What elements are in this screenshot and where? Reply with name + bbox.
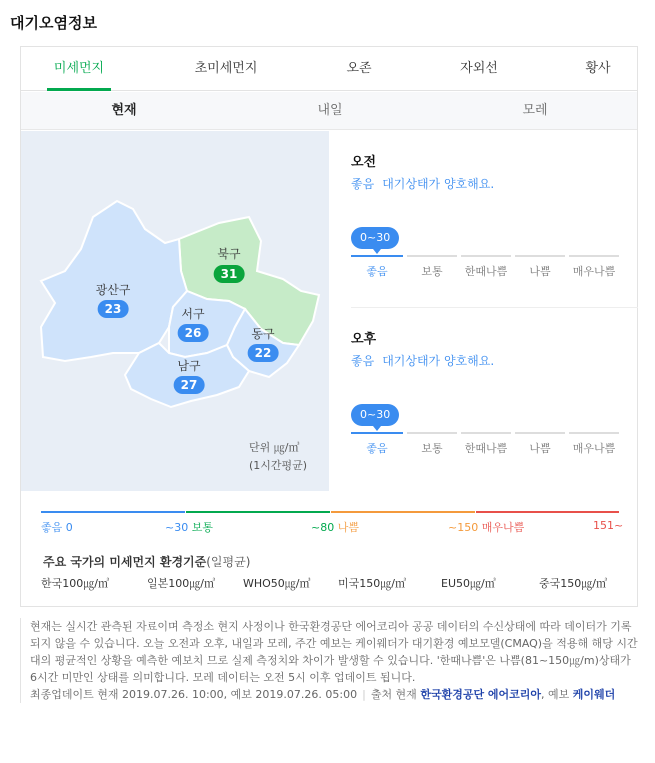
standards-title-text: 주요 국가의 미세먼지 환경기준 xyxy=(43,555,207,569)
legend-very-bad: ~150 매우나쁨 xyxy=(448,521,525,534)
panel-divider xyxy=(351,307,638,308)
legend-bar-normal xyxy=(186,511,330,513)
district-value-gwangsangu: 23 xyxy=(98,300,129,318)
pm-scale-seg-good xyxy=(351,432,403,434)
notes-footer xyxy=(30,686,638,703)
pm-scale xyxy=(351,432,619,462)
am-desc: 대기상태가 양호해요. xyxy=(382,177,495,191)
am-range-badge: 0~30 xyxy=(351,227,399,249)
legend-good: 좋음 0 xyxy=(41,521,73,534)
am-scale-label-bad: 나쁨 xyxy=(529,265,551,278)
am-title: 오전 xyxy=(351,155,377,170)
standards-title-paren: (일평균) xyxy=(206,555,251,569)
standard-korea: 한국100㎍/㎥ xyxy=(41,577,109,590)
pm-desc: 대기상태가 양호해요. xyxy=(382,354,495,368)
pm-title: 오후 xyxy=(351,332,377,347)
district-value-seogu: 26 xyxy=(178,324,209,342)
pm-grade: 좋음 xyxy=(351,354,375,368)
legend-max: 151~ xyxy=(593,519,624,532)
standard-eu: EU50㎍/㎥ xyxy=(441,577,496,590)
pm-scale-seg-temp-bad xyxy=(461,432,511,434)
forecast-label: , 예보 xyxy=(541,688,570,701)
am-scale-seg-good xyxy=(351,255,403,257)
source-link-kweather[interactable]: 케이웨더 xyxy=(572,688,616,701)
tab-tomorrow[interactable]: 내일 xyxy=(317,103,343,118)
pm-scale-seg-normal xyxy=(407,432,457,434)
tab-uv[interactable]: 자외선 xyxy=(460,61,498,76)
day-tabs xyxy=(21,92,637,130)
grade-legend xyxy=(41,511,624,541)
pm-scale-label-very-bad: 매우나쁨 xyxy=(572,442,616,455)
pm-range-badge: 0~30 xyxy=(351,404,399,426)
am-scale-seg-very-bad xyxy=(569,255,619,257)
legend-normal: ~30 보통 xyxy=(165,521,213,534)
district-value-namgu: 27 xyxy=(174,376,205,394)
legend-bar-bad xyxy=(331,511,475,513)
pm-scale-label-temp-bad: 한때나쁨 xyxy=(464,442,508,455)
tab-ozone[interactable]: 오존 xyxy=(346,61,372,76)
source-label: 출처 현재 xyxy=(370,688,417,701)
unit-label: 단위 ㎍/㎥ xyxy=(249,441,300,454)
notes-body: 현재는 실시간 관측된 자료이며 측정소 현지 사정이나 한국환경공단 에어코리아 공공 데이터의 수신상태에 따라 데이터가 기록되지 않을 수 있습니다. 오늘 오전과 오후, 내일과 모레, 주간 예보는 케이웨더가 대기환경 예보모델(CMAQ)을 적용해 해당 시간대의 평균적인 상황을 예측한 예보치 므로 실제 측정치와 차이가 발생할 수 있습니다. '한때나쁨'은 나쁨(81~150㎍/m)상태가 6시간 미만인 상태를 의미합니다. 모레 데이터는 오전 5시 이후 업데이트 됩니다. xyxy=(30,620,638,684)
legend-bad: ~80 나쁨 xyxy=(311,521,359,534)
district-map xyxy=(21,131,329,491)
legend-bar-very-bad xyxy=(476,511,619,513)
tab-day-after[interactable]: 모레 xyxy=(522,103,548,118)
am-grade: 좋음 xyxy=(351,177,375,191)
standard-china: 중국150㎍/㎥ xyxy=(539,577,607,590)
am-scale xyxy=(351,255,619,285)
am-scale-label-very-bad: 매우나쁨 xyxy=(572,265,616,278)
update-time: 최종업데이트 현재 2019.07.26. 10:00, 예보 2019.07.26. 05:00 xyxy=(30,688,358,701)
pm-scale-label-normal: 보통 xyxy=(421,442,443,455)
standard-usa: 미국150㎍/㎥ xyxy=(338,577,406,590)
district-name-namgu: 남구 xyxy=(177,359,201,373)
district-name-donggu: 동구 xyxy=(251,327,275,341)
forecast-pm xyxy=(351,328,638,468)
district-value-bukgu: 31 xyxy=(214,265,245,283)
tab-ultrafine-dust[interactable]: 초미세먼지 xyxy=(194,61,258,76)
standards-title xyxy=(43,553,250,570)
pollutant-tabs xyxy=(21,47,637,91)
unit-average-label: (1시간평균) xyxy=(249,459,308,472)
tab-yellow-dust[interactable]: 황사 xyxy=(585,61,611,76)
pm-scale-seg-very-bad xyxy=(569,432,619,434)
forecast-am xyxy=(351,151,638,291)
air-quality-widget xyxy=(20,46,638,607)
am-scale-label-temp-bad: 한때나쁨 xyxy=(464,265,508,278)
am-scale-seg-bad xyxy=(515,255,565,257)
source-link-airkorea[interactable]: 한국환경공단 에어코리아 xyxy=(420,688,542,701)
district-name-gwangsangu: 광산구 xyxy=(95,283,131,297)
district-name-seogu: 서구 xyxy=(181,307,205,321)
am-scale-seg-temp-bad xyxy=(461,255,511,257)
footer-separator: | xyxy=(362,688,366,701)
district-name-bukgu: 북구 xyxy=(217,247,241,261)
standard-who: WHO50㎍/㎥ xyxy=(243,577,311,590)
pm-scale-label-bad: 나쁨 xyxy=(529,442,551,455)
am-scale-label-good: 좋음 xyxy=(366,265,388,278)
pm-status xyxy=(351,352,494,369)
tab-now[interactable]: 현재 xyxy=(111,103,137,118)
pm-scale-seg-bad xyxy=(515,432,565,434)
district-value-donggu: 22 xyxy=(248,344,279,362)
am-status xyxy=(351,175,494,192)
am-scale-label-normal: 보통 xyxy=(421,265,443,278)
info-notes xyxy=(20,618,638,703)
district-map-shapes xyxy=(21,131,329,491)
tab-fine-dust[interactable]: 미세먼지 xyxy=(53,61,105,76)
pm-scale-label-good: 좋음 xyxy=(366,442,388,455)
am-scale-seg-normal xyxy=(407,255,457,257)
legend-bar-good xyxy=(41,511,185,513)
active-tab-indicator xyxy=(47,88,111,91)
page-title: 대기오염정보 xyxy=(10,14,97,32)
standard-japan: 일본100㎍/㎥ xyxy=(147,577,215,590)
